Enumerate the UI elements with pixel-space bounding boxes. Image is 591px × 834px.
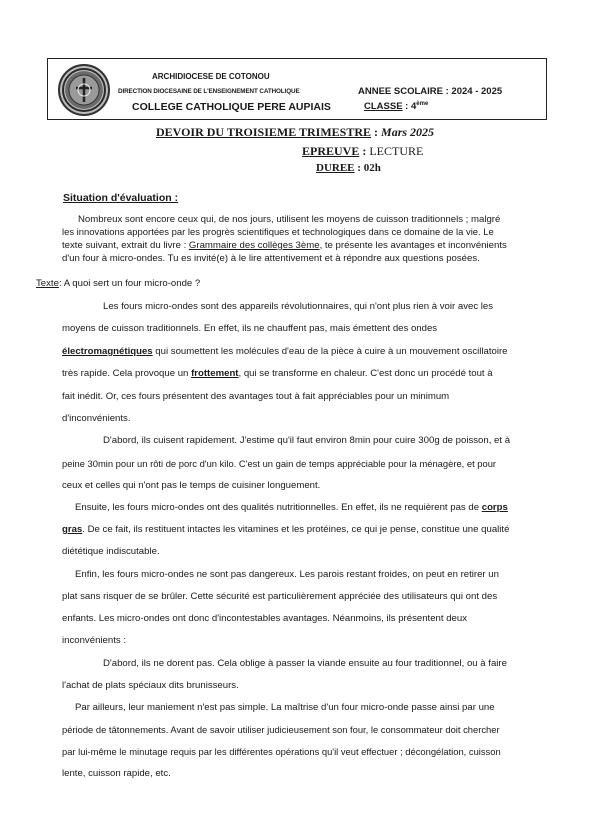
class-sep: : bbox=[402, 101, 411, 113]
text-line-5: fait inédit. Or, ces fours présentent des avantages tout à fait appréciables pour un minimum bbox=[62, 391, 450, 402]
text-line-11 bbox=[62, 524, 509, 535]
text-line-15: enfants. Les micro-ondes ont donc d'incontestables avantages. Néanmoins, ils présentent deux bbox=[62, 613, 468, 624]
text-line-7: D'abord, ils cuisent rapidement. J'estime qu'il faut environ 8min pour cuire 300g de poisson, et à bbox=[103, 435, 511, 446]
school-seal-icon bbox=[58, 64, 110, 116]
epreuve-sep: : bbox=[359, 144, 370, 158]
class-info bbox=[364, 101, 428, 112]
class-value: 4 bbox=[411, 101, 417, 113]
text-line-10 bbox=[75, 502, 508, 513]
text-line-4b: frottement bbox=[191, 368, 239, 379]
text-line-2: moyens de cuisson traditionnels. En effet, ils ne chauffent pas, mais émettent des ondes bbox=[62, 323, 438, 334]
text-line-11a: gras bbox=[62, 524, 83, 535]
class-sup: ème bbox=[416, 101, 429, 107]
text-line-6: d'inconvénients. bbox=[62, 413, 131, 424]
text-line-1: Les fours micro-ondes sont des appareils révolutionnaires, qui n'ont plus rien à voir avec les bbox=[103, 301, 494, 312]
duree-line bbox=[316, 162, 381, 174]
situation-line-2: les innovations apportées par les progrès scientifiques et technologiques dans ce domaine de la vie. Le bbox=[62, 227, 494, 238]
text-line-12: diététique indiscutable. bbox=[62, 546, 160, 557]
duree-sep: : bbox=[354, 162, 364, 174]
text-line-17: D'abord, ils ne dorent pas. Cela oblige à passer la viande ensuite au four traditionnel, ou à faire bbox=[103, 658, 507, 669]
header-direction: DIRECTION DIOCESAINE DE L'ENSEIGNEMENT CATHOLIQUE bbox=[118, 88, 300, 95]
situation-line-3a: texte suivant, extrait du livre : bbox=[62, 240, 189, 251]
devoir-title-text: DEVOIR DU TROISIEME TRIMESTRE bbox=[156, 125, 372, 139]
text-line-3a: électromagnétiques bbox=[62, 346, 153, 357]
situation-line-4: d'un four à micro-ondes. Tu es invité(e) à le lire attentivement et à répondre aux questions posées. bbox=[62, 253, 480, 264]
text-line-10a: Ensuite, les fours micro-ondes ont des qualités nutritionnelles. En effet, ils ne requièrent pas de bbox=[75, 502, 482, 513]
epreuve-line bbox=[302, 144, 423, 159]
situation-line-3 bbox=[62, 240, 507, 251]
devoir-date: Mars 2025 bbox=[381, 125, 435, 139]
header-archdiocese: ARCHIDIOCESE DE COTONOU bbox=[152, 72, 270, 81]
text-line-3 bbox=[62, 346, 508, 357]
text-line-18: l'achat de plats spéciaux dits brunisseurs. bbox=[62, 680, 239, 691]
texte-label: Texte bbox=[36, 278, 59, 289]
duree-label: DUREE bbox=[316, 162, 355, 174]
epreuve-value: LECTURE bbox=[369, 144, 424, 158]
text-line-19: Par ailleurs, leur maniement n'est pas simple. La maîtrise d'un four micro-onde passe ainsi par une bbox=[75, 702, 495, 713]
text-line-9: ceux et celles qui n'ont pas le temps de cuisiner longuement. bbox=[62, 480, 321, 491]
text-line-21: par lui-même le minutage requis par les différentes opérations qu'il veut effectuer ; décongélation, cuisson bbox=[62, 746, 501, 757]
text-line-13: Enfin, les fours micro-ondes ne sont pas dangereux. Les parois restant froides, on peut en retirer un bbox=[75, 569, 499, 580]
text-line-16: inconvénients : bbox=[62, 635, 126, 646]
class-label: CLASSE bbox=[364, 101, 403, 113]
devoir-title bbox=[156, 125, 434, 140]
header-college: COLLEGE CATHOLIQUE PERE AUPIAIS bbox=[132, 101, 331, 113]
book-title: Grammaire des collèges 3ème bbox=[188, 240, 320, 251]
text-line-10b: corps bbox=[481, 502, 508, 513]
text-line-22: lente, cuisson rapide, etc. bbox=[62, 768, 171, 779]
situation-line-1: Nombreux sont encore ceux qui, de nos jours, utilisent les moyens de cuisson traditionnels ; malgré bbox=[78, 214, 501, 225]
text-line-4a: très rapide. Cela provoque un bbox=[62, 368, 192, 379]
text-line-11b: . De ce fait, ils restituent intactes les vitamines et les protéines, ce qui je pense, constitue une qualité bbox=[82, 524, 510, 535]
school-year: ANNEE SCOLAIRE : 2024 - 2025 bbox=[358, 86, 503, 97]
text-line-20: période de tâtonnements. Avant de savoir utiliser judicieusement son four, le consommateur doit chercher bbox=[62, 724, 500, 735]
text-line-14: plat sans risquer de se brûler. Cette sécurité est particulièrement appréciée des utilisateurs qui ont des bbox=[62, 591, 498, 602]
texte-title-line bbox=[36, 278, 200, 289]
text-line-3b: qui soumettent les molécules d'eau de la pièce à cuire à un mouvement oscillatoire bbox=[152, 346, 508, 357]
situation-heading: Situation d'évaluation : bbox=[63, 192, 179, 204]
duree-value: 02h bbox=[363, 162, 381, 174]
text-line-8: peine 30min pour un rôti de porc d'un kilo. C'est un gain de temps appréciable pour la ménagère, et pour bbox=[62, 458, 497, 469]
text-line-4c: , qui se transforme en chaleur. C'est donc un procédé tout à bbox=[238, 368, 493, 379]
texte-title: : A quoi sert un four micro-onde ? bbox=[58, 278, 201, 289]
epreuve-label: EPREUVE bbox=[302, 144, 360, 158]
situation-line-3c: , te présente les avantages et inconvénients bbox=[319, 240, 507, 251]
text-line-4 bbox=[62, 368, 493, 379]
devoir-sep: : bbox=[371, 125, 382, 139]
